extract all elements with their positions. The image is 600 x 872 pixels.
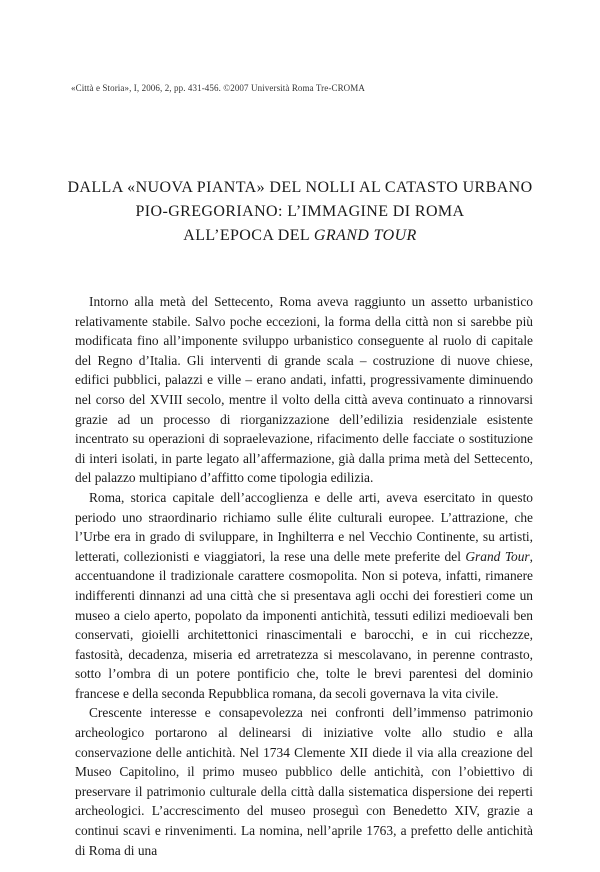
paragraph-2-part-b: , accentuandone il tradizionale carattere cosmopolita. Non si poteva, infatti, rimanere indifferenti dinnanzi ad una città che si presentava agli occhi dei forestieri come un museo a cielo aperto, popolato da imponenti antichità, tessuti edilizi medioevali ben conservati, gioielli architettonici rinascimentali e barocchi, e in cui ricchezze, fastosità, decadenza, miseria ed arretratezza si mescolavano, in perenne contrasto, sotto l’ombra di un potere pontificio che, tolte le brevi parentesi del dominio francese e della seconda Repubblica romana, da secoli governava la vita civile.	[75, 548, 533, 701]
paragraph-3: Crescente interesse e consapevolezza nei confronti dell’immenso patrimonio archeologico portarono al delinearsi di iniziative volte allo studio e alla conservazione delle antichità. Nel 1734 Clemente XII diede il via alla creazione del Museo Capitolino, il primo museo pubblico delle antichità, con l’obiettivo di preservare il patrimonio culturale della città dalla sistematica dispersione dei reperti archeologici. L’accrescimento del museo proseguì con Benedetto XIV, grazie a continui scavi e rinvenimenti. La nomina, nell’aprile 1763, a prefetto delle antichità di Roma di una	[75, 705, 533, 858]
title-line-1: DALLA «NUOVA PIANTA» DEL NOLLI AL CATASTO URBANO	[67, 179, 533, 196]
paragraph-2-part-a: Roma, storica capitale dell’accoglienza e delle arti, aveva esercitato in questo periodo uno straordinario richiamo sulle élite culturali europee. L’attrazione, che l’Urbe era in grado di sviluppare, in Inghilterra e nel Vecchio Continente, su artisti, letterati, collezionisti e viaggiatori, la rese una delle mete preferite del	[75, 489, 533, 564]
title-line-2: PIO-GREGORIANO: L’IMMAGINE DI ROMA	[135, 203, 465, 220]
article-body	[75, 292, 533, 860]
paragraph-2-grand-tour: Grand Tour	[465, 548, 530, 564]
paragraph-2	[75, 488, 533, 704]
title-grand-tour: GRAND TOUR	[313, 227, 417, 244]
title-line-3	[60, 224, 540, 248]
article-title	[60, 176, 540, 248]
running-header-citation: «Città e Storia», I, 2006, 2, pp. 431-456. ©2007 Università Roma Tre-CROMA	[71, 83, 365, 93]
title-line-3-prefix: ALL’EPOCA DEL	[183, 227, 314, 244]
paragraph-1: Intorno alla metà del Settecento, Roma aveva raggiunto un assetto urbanistico relativamente stabile. Salvo poche eccezioni, la forma della città non si sarebbe più modificata fino all’imponente sviluppo urbanistico conseguente al ruolo di capitale del Regno d’Italia. Gli interventi di grande scala – costruzione di nuove chiese, edifici pubblici, palazzi e ville – erano andati, infatti, progressivamente diminuendo nel corso del XVIII secolo, mentre il volto della città aveva continuato a rinnovarsi grazie ad un processo di riorganizzazione dell’edilizia residenziale esistente incentrato su operazioni di sopraelevazione, rifacimento delle facciate o sostituzione di interi isolati, in parte legato all’affermazione, già dalla prima metà del Settecento, del palazzo multipiano d’affitto come tipologia edilizia.	[75, 294, 533, 486]
